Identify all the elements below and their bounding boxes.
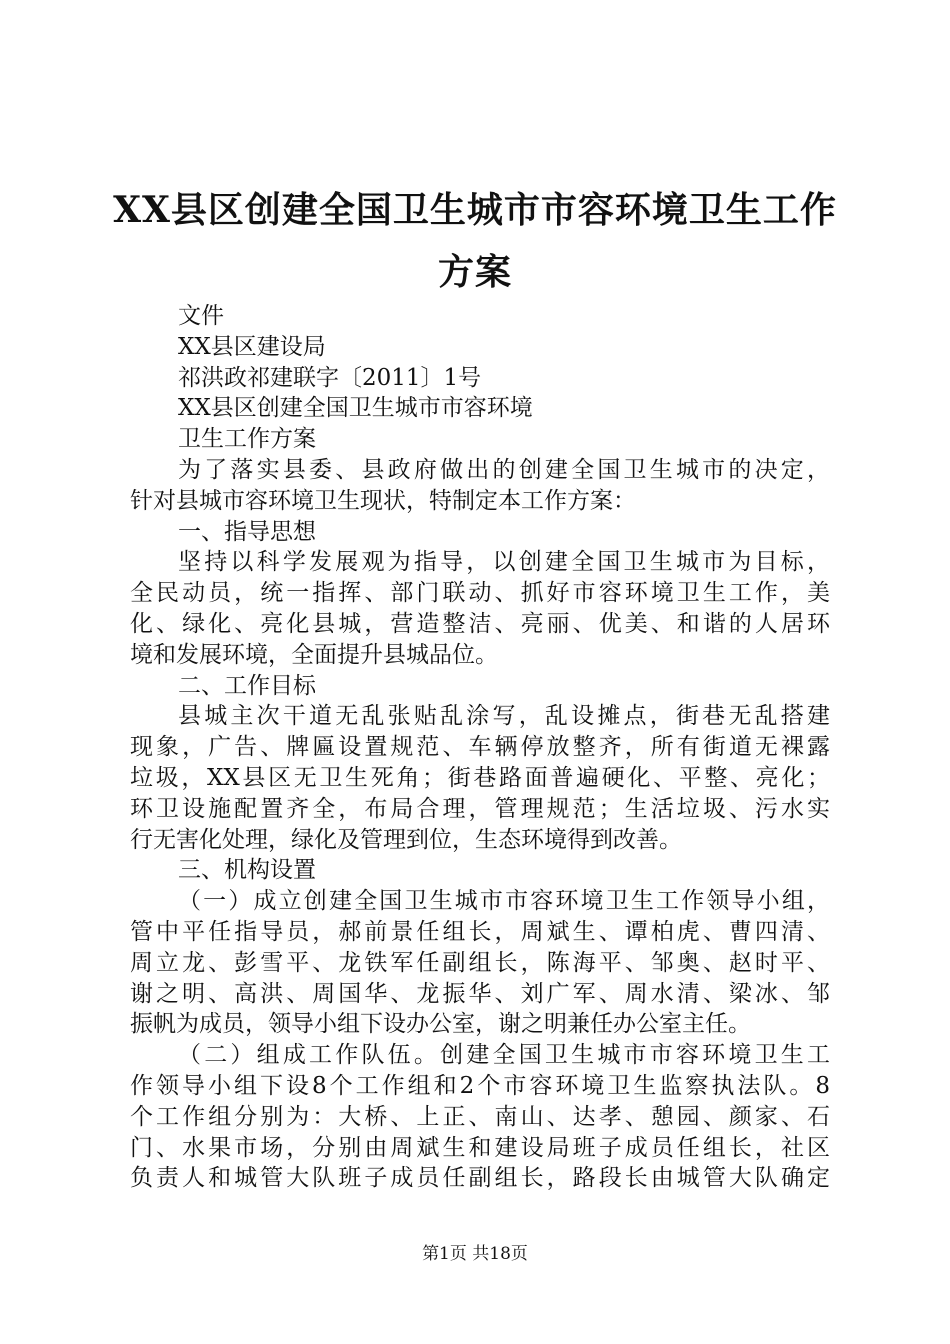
text-line: 三、机构设置 (178, 857, 316, 884)
text-line: 境和发展环境，全面提升县城品位。 (130, 641, 498, 668)
text-line: 行无害化处理，绿化及管理到位，生态环境得到改善。 (130, 826, 682, 853)
text-line: 管中平任指导员，郝前景任组长，周斌生、谭柏虎、曹四清、 (130, 919, 830, 945)
text-line: 坚持以科学发展观为指导，以创建全国卫生城市为目标， (178, 549, 830, 576)
text-line: 二、工作目标 (178, 672, 316, 699)
page-footer: 第1页 共18页 (422, 1244, 528, 1264)
text-line: （二）组成工作队伍。创建全国卫生城市市容环境卫生工 (178, 1042, 830, 1069)
text-line: 为了落实县委、县政府做出的创建全国卫生城市的决定， (178, 457, 830, 483)
text-line: 周立龙、彭雪平、龙铁军任副组长，陈海平、邹奥、赵时平、 (130, 949, 830, 976)
text-line: 化、绿化、亮化县城，营造整洁、亮丽、优美、和谐的人居环 (130, 611, 830, 637)
text-line: （一）成立创建全国卫生城市市容环境卫生工作领导小组， (178, 888, 830, 915)
text-line: 负责人和城管大队班子成员任副组长，路段长由城管大队确定 (130, 1165, 830, 1192)
text-line: 现象，广告、牌匾设置规范、车辆停放整齐，所有街道无裸露 (130, 734, 830, 761)
text-line: 全民动员，统一指挥、部门联动、抓好市容环境卫生工作，美 (130, 580, 830, 607)
text-line: 个工作组分别为：大桥、上正、南山、达孝、憩园、颜家、石 (130, 1103, 830, 1130)
document-title-line-1: XX县区创建全国卫生城市市容环境卫生工作 (113, 189, 837, 231)
text-line: 谢之明、高洪、周国华、龙振华、刘广军、周水清、梁冰、邹 (130, 980, 830, 1007)
text-line: XX县区创建全国卫生城市市容环境 (178, 395, 533, 422)
text-line: 一、指导思想 (178, 518, 316, 545)
text-line: 振帆为成员，领导小组下设办公室，谢之明兼任办公室主任。 (130, 1011, 751, 1038)
text-line: 针对县城市容环境卫生现状，特制定本工作方案： (130, 487, 636, 514)
text-line: 卫生工作方案 (178, 426, 316, 453)
text-line: 门、水果市场，分别由周斌生和建设局班子成员任组长，社区 (130, 1134, 830, 1161)
text-line: 环卫设施配置齐全，布局合理，管理规范；生活垃圾、污水实 (130, 795, 830, 822)
text-line: 文件 (178, 303, 224, 329)
text-line: 祁洪政祁建联字〔2011〕1号 (178, 364, 482, 391)
text-line: 垃圾，XX县区无卫生死角；街巷路面普遍硬化、平整、亮化； (130, 765, 830, 791)
text-line: 县城主次干道无乱张贴乱涂写，乱设摊点，街巷无乱搭建 (178, 703, 830, 730)
document-title-line-2: 方案 (437, 251, 512, 293)
text-line: 作领导小组下设8个工作组和2个市容环境卫生监察执法队。8 (130, 1073, 830, 1099)
text-line: XX县区建设局 (178, 333, 326, 360)
